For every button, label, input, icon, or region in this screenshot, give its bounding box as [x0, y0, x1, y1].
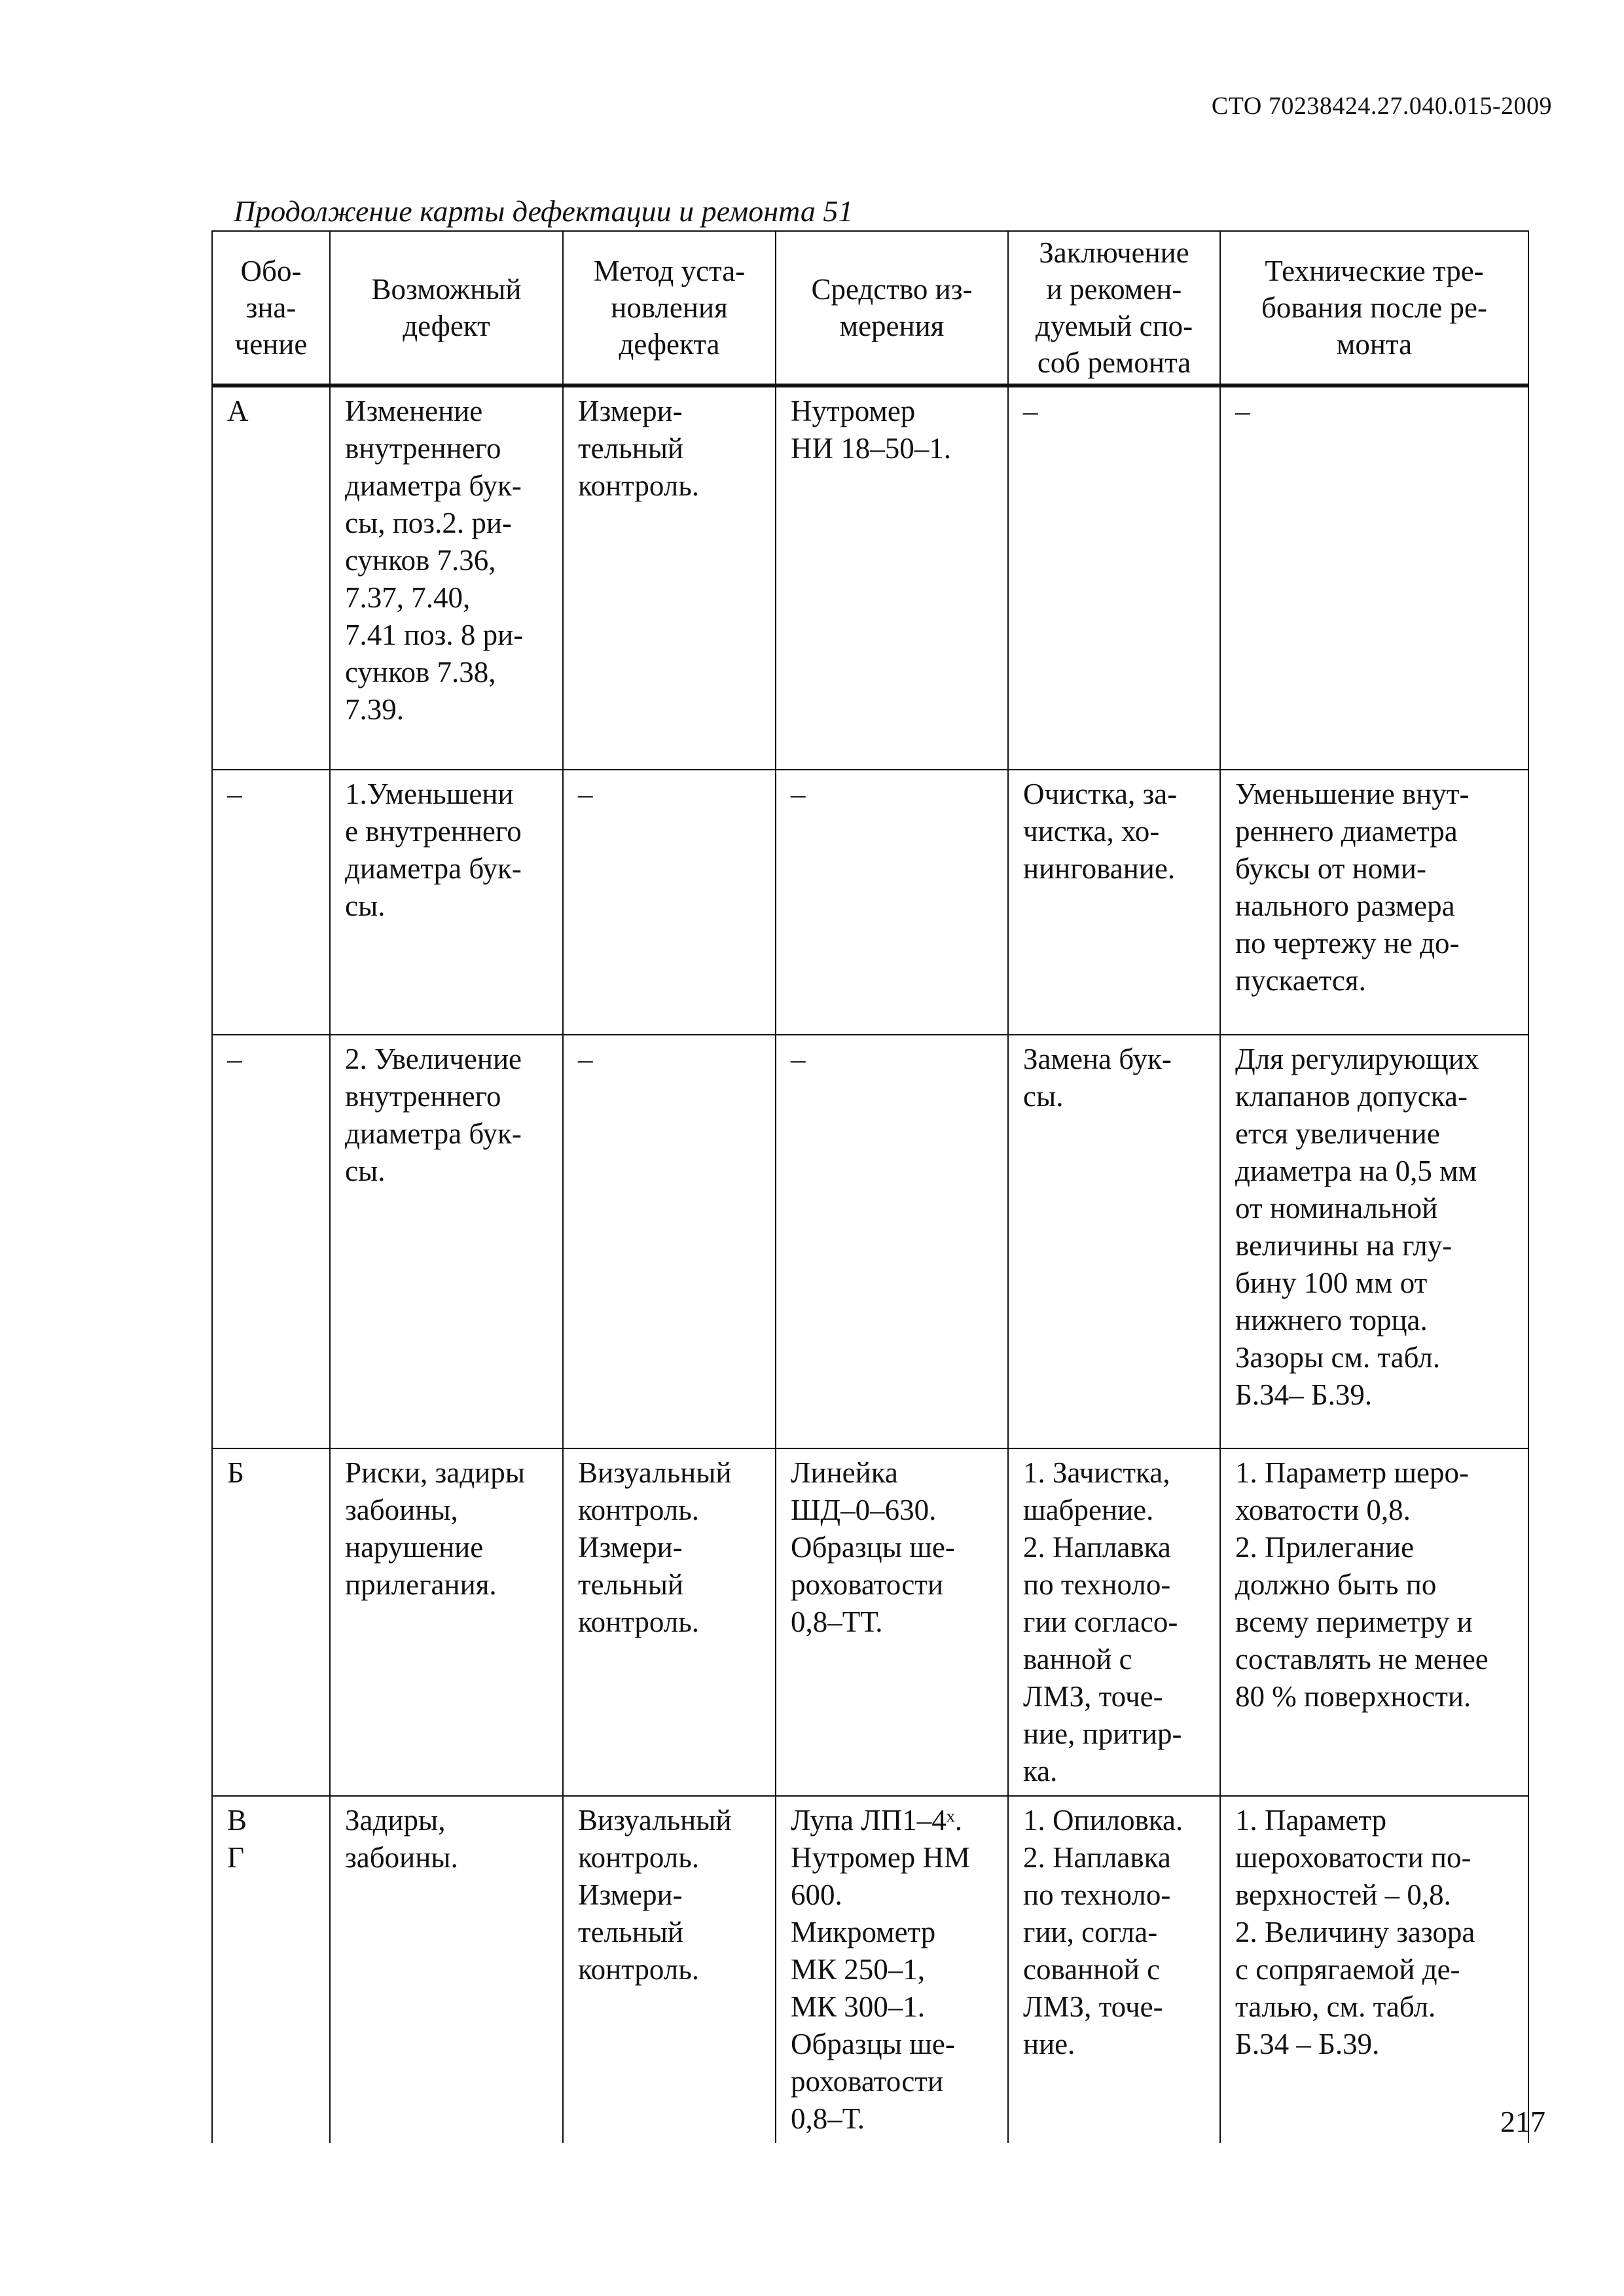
cell-defect: Риски, задиры забоины, нарушение прилегания.	[330, 1448, 563, 1796]
cell-defect: Задиры, забоины.	[330, 1796, 563, 2143]
table-row	[212, 1448, 1528, 1796]
cell-requirements: Для регулирующих клапанов допуска- ется увеличение диаметра на 0,5 мм от номинальной величины на глу- бину 100 мм от нижнего торца. Зазоры см. табл. Б.34– Б.39.	[1220, 1035, 1528, 1448]
cell-requirements: Уменьшение внут- реннего диаметра буксы от номи- нального размера по чертежу не до- пускается.	[1220, 770, 1528, 1035]
cell-designation: А	[212, 386, 330, 770]
page-number: 217	[1500, 2105, 1545, 2138]
cell-conclusion: Замена бук- сы.	[1008, 1035, 1220, 1448]
table-header-row	[212, 231, 1528, 386]
header-conclusion: Заключение и рекомен- дуемый спо- соб ремонта	[1008, 231, 1220, 386]
cell-defect: Изменение внутреннего диаметра бук- сы, поз.2. ри- сунков 7.36, 7.37, 7.40, 7.41 поз. 8 ри- сунков 7.38, 7.39.	[330, 386, 563, 770]
defect-repair-table	[211, 230, 1529, 2143]
cell-tool: Линейка ШД–0–630. Образцы ше- роховатости 0,8–ТТ.	[776, 1448, 1008, 1796]
header-requirements: Технические тре- бования после ре- монта	[1220, 231, 1528, 386]
cell-method: Визуальный контроль. Измери- тельный контроль.	[563, 1796, 776, 2143]
header-tool: Средство из- мерения	[776, 231, 1008, 386]
cell-tool: Нутромер НИ 18–50–1.	[776, 386, 1008, 770]
cell-defect: 2. Увеличение внутреннего диаметра бук- сы.	[330, 1035, 563, 1448]
cell-requirements: 1. Параметр шеро- ховатости 0,8. 2. Прилегание должно быть по всему периметру и составлять не менее 80 % поверхности.	[1220, 1448, 1528, 1796]
table-row	[212, 770, 1528, 1035]
cell-conclusion: 1. Зачистка, шабрение. 2. Наплавка по техноло- гии согласо- ванной с ЛМЗ, точе- ние, притир- ка.	[1008, 1448, 1220, 1796]
cell-method: Измери- тельный контроль.	[563, 386, 776, 770]
table-row	[212, 1796, 1528, 2143]
cell-conclusion: –	[1008, 386, 1220, 770]
cell-conclusion: 1. Опиловка. 2. Наплавка по техноло- гии, согла- сованной с ЛМЗ, точе- ние.	[1008, 1796, 1220, 2143]
cell-designation: –	[212, 770, 330, 1035]
table-caption: Продолжение карты дефектации и ремонта 51	[234, 194, 854, 228]
cell-tool: –	[776, 770, 1008, 1035]
cell-method: –	[563, 1035, 776, 1448]
table-row	[212, 386, 1528, 770]
cell-requirements: 1. Параметр шероховатости по- верхностей – 0,8. 2. Величину зазора с сопрягаемой де- талью, см. табл. Б.34 – Б.39.	[1220, 1796, 1528, 2143]
cell-method: –	[563, 770, 776, 1035]
header-method: Метод уста- новления дефекта	[563, 231, 776, 386]
document-code: СТО 70238424.27.040.015-2009	[1211, 92, 1552, 120]
cell-designation: В Г	[212, 1796, 330, 2143]
header-designation: Обо- зна- чение	[212, 231, 330, 386]
table-row	[212, 1035, 1528, 1448]
cell-designation: –	[212, 1035, 330, 1448]
cell-conclusion: Очистка, за- чистка, хо- нингование.	[1008, 770, 1220, 1035]
cell-defect: 1.Уменьшени е внутреннего диаметра бук- сы.	[330, 770, 563, 1035]
cell-requirements: –	[1220, 386, 1528, 770]
cell-designation: Б	[212, 1448, 330, 1796]
cell-method: Визуальный контроль. Измери- тельный контроль.	[563, 1448, 776, 1796]
header-defect: Возможный дефект	[330, 231, 563, 386]
cell-tool: Лупа ЛП1–4ˣ. Нутромер НМ 600. Микрометр МК 250–1, МК 300–1. Образцы ше- роховатости 0,8–Т.	[776, 1796, 1008, 2143]
cell-tool: –	[776, 1035, 1008, 1448]
